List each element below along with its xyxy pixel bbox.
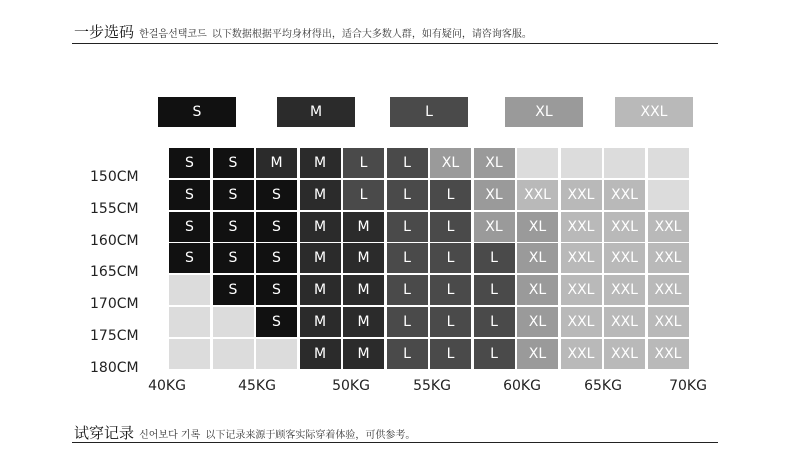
grid-cell: XL [517, 212, 558, 242]
grid-cell: L [474, 339, 515, 369]
grid-cell: XXL [648, 275, 689, 305]
footer-korean: 신어보다 기록 [139, 430, 201, 441]
weight-label: 40KG [148, 378, 186, 394]
weight-label: 50KG [332, 378, 370, 394]
grid-cell [169, 275, 210, 305]
grid-cell: L [387, 243, 428, 273]
grid-cell: XXL [648, 307, 689, 337]
grid-cell: L [430, 339, 471, 369]
grid-cell: M [343, 243, 384, 273]
grid-cell: L [387, 307, 428, 337]
grid-cell: M [300, 275, 341, 305]
grid-cell: XL [517, 339, 558, 369]
weight-label: 60KG [503, 378, 541, 394]
grid-cell: S [256, 275, 297, 305]
grid-cell: S [169, 148, 210, 178]
grid-cell: M [300, 180, 341, 210]
weight-label: 70KG [669, 378, 707, 394]
header-note: 以下数据根据平均身材得出，适合大多数人群，如有疑问，请咨询客服。 [211, 29, 532, 40]
grid-cell: XXL [517, 180, 558, 210]
grid-cell: S [169, 212, 210, 242]
grid-cell: XL [430, 148, 471, 178]
legend-xl: XL [505, 97, 583, 127]
grid-cell: XXL [561, 212, 602, 242]
grid-cell: S [213, 243, 254, 273]
grid-cell: L [430, 212, 471, 242]
footer-note: 以下记录来源于顾客实际穿着体验，可供参考。 [205, 430, 416, 441]
grid-cell: XXL [604, 243, 645, 273]
grid-cell: M [343, 339, 384, 369]
height-label: 160CM [90, 232, 139, 249]
grid-cell: XXL [604, 180, 645, 210]
grid-cell: M [300, 307, 341, 337]
grid-cell: M [343, 212, 384, 242]
grid-cell [648, 148, 689, 178]
grid-cell [213, 339, 254, 369]
grid-cell: XXL [648, 243, 689, 273]
grid-cell: L [474, 275, 515, 305]
grid-cell: S [256, 307, 297, 337]
grid-cell: L [430, 243, 471, 273]
grid-cell: XXL [561, 243, 602, 273]
grid-cell: XXL [648, 212, 689, 242]
grid-cell: XXL [561, 275, 602, 305]
grid-cell: XXL [604, 307, 645, 337]
grid-cell [169, 307, 210, 337]
grid-cell: XXL [561, 339, 602, 369]
grid-cell [517, 148, 558, 178]
grid-cell: XXL [561, 180, 602, 210]
grid-cell: XL [517, 243, 558, 273]
height-label: 165CM [90, 264, 139, 281]
grid-cell: L [387, 339, 428, 369]
grid-cell: L [343, 180, 384, 210]
grid-cell: XXL [648, 339, 689, 369]
grid-cell: XXL [604, 212, 645, 242]
footer [74, 422, 415, 443]
grid-cell: S [256, 212, 297, 242]
footer-divider [72, 442, 718, 443]
grid-cell [256, 339, 297, 369]
grid-cell: L [387, 275, 428, 305]
height-label: 170CM [90, 296, 139, 313]
header-korean: 한걸음선택코드 [139, 29, 207, 40]
grid-cell: M [256, 148, 297, 178]
grid-cell: S [213, 275, 254, 305]
weight-label: 45KG [238, 378, 276, 394]
grid-cell: M [300, 243, 341, 273]
grid-cell: M [300, 148, 341, 178]
height-label: 180CM [90, 359, 139, 376]
grid-cell: L [430, 275, 471, 305]
weight-label: 65KG [584, 378, 622, 394]
grid-cell: S [256, 243, 297, 273]
grid-cell [213, 307, 254, 337]
grid-cell: L [474, 307, 515, 337]
grid-cell: L [430, 180, 471, 210]
weight-label: 55KG [413, 378, 451, 394]
grid-cell: S [169, 180, 210, 210]
height-label: 150CM [90, 169, 139, 185]
grid-cell [561, 148, 602, 178]
grid-cell: S [213, 212, 254, 242]
grid-cell: XL [474, 148, 515, 178]
grid-cell: S [213, 180, 254, 210]
grid-cell: L [387, 148, 428, 178]
grid-cell: XXL [604, 275, 645, 305]
grid-cell: XL [474, 180, 515, 210]
grid-cell [604, 148, 645, 178]
grid-cell: L [343, 148, 384, 178]
height-label: 155CM [90, 200, 139, 217]
height-label: 175CM [90, 328, 139, 344]
grid-cell: XL [517, 307, 558, 337]
grid-cell: XXL [561, 307, 602, 337]
grid-cell: L [387, 212, 428, 242]
grid-cell: XL [517, 275, 558, 305]
grid-cell: L [474, 243, 515, 273]
header [74, 21, 532, 42]
grid-cell: L [387, 180, 428, 210]
header-divider [72, 43, 718, 44]
legend-s: S [158, 97, 236, 127]
grid-cell [169, 339, 210, 369]
grid-cell: M [343, 275, 384, 305]
header-title: 一步选码 [74, 23, 135, 41]
grid-cell: L [430, 307, 471, 337]
legend-m: M [277, 97, 355, 127]
grid-cell: XL [474, 212, 515, 242]
grid-cell: M [300, 339, 341, 369]
grid-cell: M [300, 212, 341, 242]
grid-cell [648, 180, 689, 210]
legend-xxl: XXL [615, 97, 693, 127]
grid-cell: XXL [604, 339, 645, 369]
grid-cell: M [343, 307, 384, 337]
footer-title: 试穿记录 [74, 424, 135, 442]
grid-cell: S [256, 180, 297, 210]
legend-l: L [390, 97, 468, 127]
grid-cell: S [169, 243, 210, 273]
grid-cell: S [213, 148, 254, 178]
